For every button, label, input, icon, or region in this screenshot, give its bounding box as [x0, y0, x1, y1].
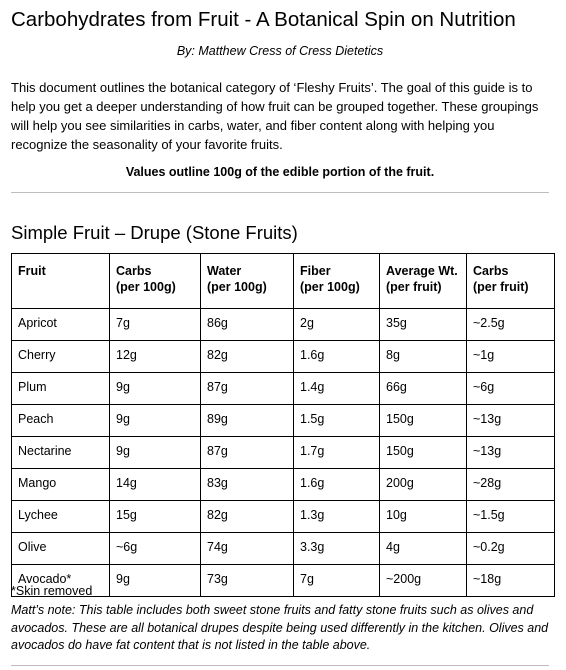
column-header-carbs-per-fruit: Carbs (per fruit) [467, 254, 555, 309]
authors-note: Matt’s note: This table includes both sweet stone fruits and fatty stone fruits such as olives and avocados. These are all botanical drupes despite being used differently in the kitchen. Olives and avocados do have fat content that is not listed in the table above. [11, 603, 549, 652]
column-header-fiber-per-100g: Fiber (per 100g) [294, 254, 380, 309]
table-row [12, 405, 555, 437]
table-row [12, 373, 555, 405]
bottom-divider [11, 665, 549, 666]
cell-fruit: Nectarine [12, 437, 110, 469]
cell-average-weight: 4g [380, 533, 467, 565]
cell-carbs-per-fruit: ~13g [467, 405, 555, 437]
cell-fiber-per-100g: 1.3g [294, 501, 380, 533]
cell-fiber-per-100g: 1.5g [294, 405, 380, 437]
cell-carbs-per-100g: 14g [110, 469, 201, 501]
cell-carbs-per-100g: ~6g [110, 533, 201, 565]
cell-average-weight: 8g [380, 341, 467, 373]
cell-carbs-per-fruit: ~2.5g [467, 309, 555, 341]
cell-carbs-per-100g: 9g [110, 565, 201, 597]
cell-water-per-100g: 86g [201, 309, 294, 341]
cell-fiber-per-100g: 2g [294, 309, 380, 341]
table-row [12, 501, 555, 533]
column-header-fruit: Fruit [12, 254, 110, 309]
cell-carbs-per-fruit: ~6g [467, 373, 555, 405]
cell-water-per-100g: 83g [201, 469, 294, 501]
cell-carbs-per-fruit: ~13g [467, 437, 555, 469]
cell-carbs-per-fruit: ~1.5g [467, 501, 555, 533]
footnote-skin-removed: *Skin removed [11, 584, 93, 598]
cell-carbs-per-100g: 9g [110, 405, 201, 437]
table-header-row [12, 254, 555, 309]
cell-average-weight: 10g [380, 501, 467, 533]
cell-carbs-per-fruit: ~28g [467, 469, 555, 501]
cell-water-per-100g: 82g [201, 341, 294, 373]
cell-carbs-per-100g: 15g [110, 501, 201, 533]
cell-fiber-per-100g: 1.7g [294, 437, 380, 469]
section-divider [11, 192, 549, 193]
cell-fruit: Peach [12, 405, 110, 437]
cell-fruit: Mango [12, 469, 110, 501]
cell-average-weight: 66g [380, 373, 467, 405]
cell-fiber-per-100g: 1.6g [294, 469, 380, 501]
table-row [12, 469, 555, 501]
cell-fruit: Avocado* [12, 565, 110, 597]
cell-water-per-100g: 82g [201, 501, 294, 533]
section-title: Simple Fruit – Drupe (Stone Fruits) [11, 222, 298, 243]
cell-average-weight: 150g [380, 405, 467, 437]
cell-carbs-per-100g: 7g [110, 309, 201, 341]
cell-fiber-per-100g: 3.3g [294, 533, 380, 565]
table-row [12, 565, 555, 597]
cell-fruit: Cherry [12, 341, 110, 373]
cell-carbs-per-fruit: ~1g [467, 341, 555, 373]
cell-fiber-per-100g: 1.4g [294, 373, 380, 405]
cell-water-per-100g: 89g [201, 405, 294, 437]
byline: By: Matthew Cress of Cress Dietetics [176, 44, 384, 58]
intro-paragraph: This document outlines the botanical category of ‘Fleshy Fruits’. The goal of this guide is to help you get a deeper understanding of how fruit can be grouped together. These groupings will help you see similarities in carbs, water, and fiber content along with helping you recognize the seasonality of your favorite fruits. [11, 80, 539, 152]
cell-water-per-100g: 73g [201, 565, 294, 597]
cell-carbs-per-fruit: ~0.2g [467, 533, 555, 565]
values-note: Values outline 100g of the edible portion of the fruit. [125, 165, 435, 179]
cell-carbs-per-fruit: ~18g [467, 565, 555, 597]
table-row [12, 309, 555, 341]
cell-fruit: Lychee [12, 501, 110, 533]
column-header-carbs-per-100g: Carbs (per 100g) [110, 254, 201, 309]
table-row [12, 533, 555, 565]
cell-water-per-100g: 74g [201, 533, 294, 565]
cell-fruit: Plum [12, 373, 110, 405]
column-header-average-weight: Average Wt. (per fruit) [380, 254, 467, 309]
cell-average-weight: 150g [380, 437, 467, 469]
cell-fruit: Olive [12, 533, 110, 565]
cell-average-weight: ~200g [380, 565, 467, 597]
cell-water-per-100g: 87g [201, 437, 294, 469]
cell-carbs-per-100g: 12g [110, 341, 201, 373]
cell-carbs-per-100g: 9g [110, 437, 201, 469]
cell-carbs-per-100g: 9g [110, 373, 201, 405]
cell-fiber-per-100g: 7g [294, 565, 380, 597]
drupe-nutrition-table [11, 253, 555, 597]
table-row [12, 437, 555, 469]
cell-water-per-100g: 87g [201, 373, 294, 405]
cell-fruit: Apricot [12, 309, 110, 341]
cell-average-weight: 35g [380, 309, 467, 341]
table-row [12, 341, 555, 373]
document-title: Carbohydrates from Fruit - A Botanical Spin on Nutrition [11, 8, 516, 31]
cell-average-weight: 200g [380, 469, 467, 501]
column-header-water-per-100g: Water (per 100g) [201, 254, 294, 309]
cell-fiber-per-100g: 1.6g [294, 341, 380, 373]
